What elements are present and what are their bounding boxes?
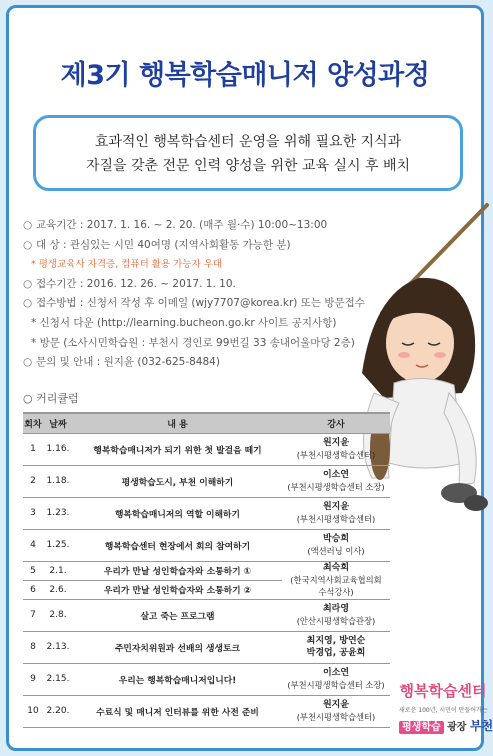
instructor-org: (안산시평생학습관장)	[296, 616, 376, 626]
instructor-org: (부천시평생학습센터 소장)	[287, 482, 385, 492]
row-no: 3	[23, 497, 43, 529]
table-row	[23, 599, 390, 631]
page-title: 제3기 행복학습매니저 양성과정	[60, 60, 430, 91]
row-no: 1	[23, 433, 43, 465]
poster	[6, 5, 493, 751]
row-title: 우리는 행복학습매니저입니다!	[73, 663, 282, 695]
header-content: 내 용	[73, 413, 282, 433]
table-row	[23, 497, 390, 529]
row-date: 2.20.	[43, 695, 73, 727]
instructor-org: (부천시평생학습센터)	[296, 712, 376, 722]
row-no: 2	[23, 465, 43, 497]
row-no: 7	[23, 599, 43, 631]
info-method: ○ 접수방법 : 신청서 작성 후 이메일 (wjy7707@korea.kr) 또는 방문접수	[23, 294, 383, 314]
table-row	[23, 631, 390, 663]
row-no: 5	[23, 561, 43, 580]
header-date: 날짜	[43, 413, 73, 433]
intro-box	[33, 115, 463, 191]
instructor-name: 원지윤	[322, 502, 350, 512]
instructor-org-2: 수석강사)	[318, 587, 354, 597]
row-title: 행복학습매니저의 역할 이해하기	[73, 497, 282, 529]
row-instructor	[282, 433, 390, 465]
logo-tagline: 새로운 100년, 시민이 만들어가는	[399, 707, 488, 714]
row-no: 8	[23, 631, 43, 663]
row-date: 1.25.	[43, 529, 73, 561]
info-target-note: * 평생교육사 자격증, 컴퓨터 활용 가능자 우대	[31, 259, 223, 271]
row-instructor	[282, 561, 390, 599]
header-instructor: 강사	[282, 413, 390, 433]
instructor-org: (부천시평생학습센터)	[296, 450, 376, 460]
curriculum-table	[23, 412, 390, 728]
table-row	[23, 695, 390, 727]
logo-plaza	[399, 717, 493, 734]
info-reception: ○ 접수기간 : 2016. 12. 26. ~ 2017. 1. 10.	[23, 275, 383, 295]
info-contact: ○ 문의 및 안내 : 원지윤 (032-625-8484)	[23, 353, 383, 373]
intro-line-1: 효과적인 행복학습센터 운영을 위해 필요한 지식과	[94, 134, 402, 150]
row-instructor	[282, 631, 390, 663]
logo-brand: 행복학습센터	[399, 682, 487, 700]
instructor-name: 원지윤	[322, 700, 350, 710]
row-instructor	[282, 465, 390, 497]
row-no: 10	[23, 695, 43, 727]
instructor-org: (액션러닝 이사)	[307, 546, 365, 556]
row-instructor	[282, 695, 390, 727]
table-row	[23, 465, 390, 497]
row-instructor	[282, 663, 390, 695]
instructor-org: (부천시평생학습센터)	[296, 514, 376, 524]
row-instructor	[282, 599, 390, 631]
row-instructor	[282, 529, 390, 561]
logo-plaza-b: 광장	[447, 722, 467, 733]
circle-bullet-icon: ○	[23, 297, 33, 310]
info-method-sub-1: * 신청서 다운 (http://learning.bucheon.go.kr 사이트 공지사항)	[31, 316, 337, 329]
row-date: 1.18.	[43, 465, 73, 497]
row-date: 2.6.	[43, 580, 73, 599]
table-row	[23, 529, 390, 561]
circle-bullet-icon: ○	[23, 219, 33, 231]
row-no: 4	[23, 529, 43, 561]
instructor-name: 최지영, 방연순	[306, 636, 366, 646]
logo-plaza-c: 부천	[469, 719, 493, 733]
curriculum-label: ○ 커리큘럼	[23, 392, 79, 405]
circle-bullet-icon: ○	[23, 238, 33, 251]
info-target: ○ 대 상 : 관심있는 시민 40여명 (지역사회활동 가능한 분)	[23, 236, 383, 256]
instructor-name-2: 박경업, 공윤희	[306, 648, 366, 658]
row-title: 수료식 및 매니저 인터뷰를 위한 사전 준비	[73, 695, 282, 727]
instructor-org: (한국지역사회교육협의회	[290, 575, 382, 585]
instructor-org: (부천시평생학습센터 소장)	[287, 680, 385, 690]
row-no: 9	[23, 663, 43, 695]
row-date: 1.23.	[43, 497, 73, 529]
table-row	[23, 433, 390, 465]
instructor-name: 이소연	[322, 668, 350, 678]
row-title: 평생학습도시, 부천 이해하기	[73, 465, 282, 497]
instructor-name: 최숙희	[322, 563, 350, 573]
instructor-name: 원지윤	[322, 438, 350, 448]
circle-bullet-icon: ○	[23, 356, 33, 369]
row-date: 2.13.	[43, 631, 73, 663]
row-date: 2.1.	[43, 561, 73, 580]
curriculum-header-row	[23, 413, 390, 433]
instructor-name: 이소연	[322, 470, 350, 480]
row-no: 6	[23, 580, 43, 599]
row-title: 살고 죽는 프로그램	[73, 599, 282, 631]
row-title: 우리가 만날 성인학습자와 소통하기 ①	[73, 561, 282, 580]
row-date: 2.8.	[43, 599, 73, 631]
header-no: 회차	[23, 413, 43, 433]
row-title: 행복학습매니저가 되기 위한 첫 발걸음 떼기	[73, 433, 282, 465]
circle-bullet-icon: ○	[23, 392, 37, 405]
row-date: 1.16.	[43, 433, 73, 465]
table-row	[23, 663, 390, 695]
row-title: 주민자치위원과 선배의 생생토크	[73, 631, 282, 663]
info-list	[23, 216, 383, 373]
logo-plaza-a: 평생학습	[399, 721, 444, 734]
row-instructor	[282, 497, 390, 529]
circle-bullet-icon: ○	[23, 277, 33, 290]
table-row	[23, 561, 390, 580]
instructor-name: 박승희	[322, 534, 350, 544]
info-period: ○ 교육기간 : 2017. 1. 16. ~ 2. 20. (매주 월·수) 10:00~13:00	[23, 216, 383, 236]
row-title: 우리가 만날 성인학습자와 소통하기 ②	[73, 580, 282, 599]
bucheon-logo	[399, 680, 493, 752]
instructor-name: 최라영	[322, 604, 350, 614]
info-method-sub-2: * 방문 (소사시민학습원 : 부천시 경인로 99번길 33 송내어울마당 2층)	[31, 336, 355, 349]
row-title: 행복학습센터 현장에서 회의 참여하기	[73, 529, 282, 561]
intro-line-2: 자질을 갖춘 전문 인력 양성을 위한 교육 실시 후 배치	[85, 158, 411, 174]
row-date: 2.15.	[43, 663, 73, 695]
